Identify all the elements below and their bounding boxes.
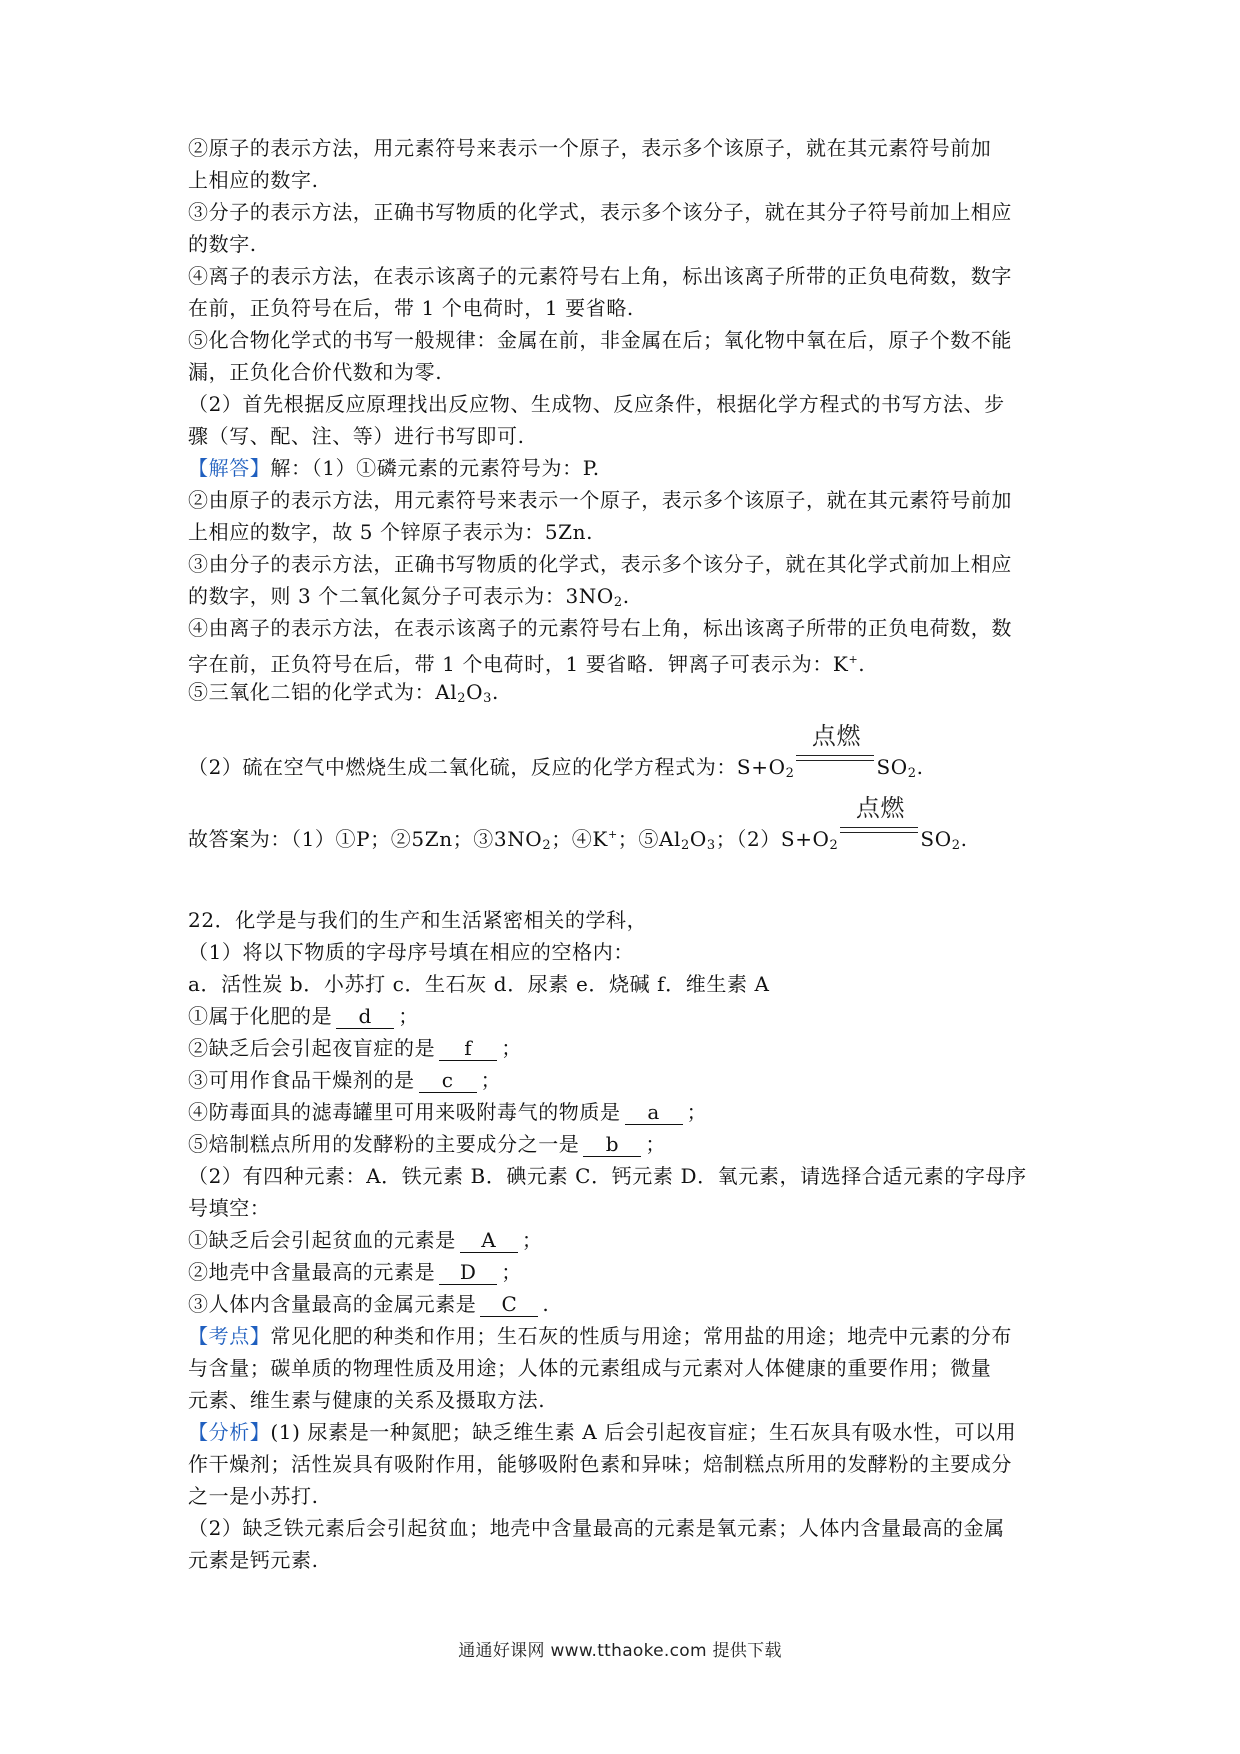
text-span: ②缺乏后会引起夜盲症的是 <box>188 1036 436 1060</box>
superscript: + <box>848 653 859 666</box>
subscript: 2 <box>785 766 795 781</box>
answer-blank: C <box>480 1292 538 1317</box>
answer-tag: 【解答】 <box>188 456 271 480</box>
final-answer-line <box>188 794 1068 862</box>
text-span: ； <box>521 1228 543 1252</box>
answer-blank: d <box>336 1004 394 1029</box>
subscript: 2 <box>681 838 690 853</box>
answer-blank: a <box>625 1100 683 1125</box>
text-line: 与含量；碳单质的物理性质及用途；人体的元素组成与元素对人体健康的重要作用；微量 <box>188 1356 992 1380</box>
text-span: ⑤焙制糕点所用的发酵粉的主要成分之一是 <box>188 1132 580 1156</box>
text-span: ；（2）S+O <box>715 827 830 851</box>
fill-blank-line <box>188 1032 1068 1064</box>
fill-blank-line <box>188 1288 1068 1320</box>
text-line: ②由原子的表示方法，用元素符号来表示一个原子，表示多个该原子，就在其元素符号前加 <box>188 488 1012 512</box>
equals-bar <box>796 760 874 761</box>
answer-blank: b <box>583 1132 641 1157</box>
text-span: ①缺乏后会引起贫血的元素是 <box>188 1228 456 1252</box>
text-span: ；⑤Al <box>617 827 682 851</box>
subscript: 2 <box>613 595 623 610</box>
text-span: . <box>960 827 968 851</box>
text-span: 的数字，则 3 个二氧化氮分子可表示为：3NO <box>188 584 614 608</box>
text-line: （2）首先根据反应原理找出反应物、生成物、反应条件，根据化学方程式的书写方法、步 <box>188 392 1005 416</box>
text-span: ； <box>501 1260 522 1284</box>
text-span: ③人体内含量最高的金属元素是 <box>188 1292 477 1316</box>
subscript: 2 <box>951 838 961 853</box>
text-span: . <box>858 652 866 676</box>
text-span: 解：（1）①磷元素的元素符号为：P. <box>270 456 600 480</box>
text-line: 之一是小苏打. <box>188 1484 319 1508</box>
text-span: . <box>492 680 499 704</box>
text-line <box>188 676 1068 715</box>
answer-heading-line <box>188 452 1068 484</box>
text-span: ⑤三氧化二铝的化学式为：Al <box>188 680 458 704</box>
text-span: O <box>466 680 484 704</box>
page-footer: 通通好课网 www.tthaoke.com 提供下载 <box>458 1641 782 1661</box>
keypoint-tag: 【考点】 <box>188 1324 271 1348</box>
condition-text: 点燃 <box>855 794 906 822</box>
text-line: 元素是钙元素. <box>188 1548 319 1572</box>
analysis-tag: 【分析】 <box>188 1420 271 1444</box>
equation-line <box>188 722 1068 790</box>
equals-bar <box>796 755 874 756</box>
subscript: 3 <box>483 691 492 706</box>
fill-blank-line <box>188 1224 1068 1256</box>
text-line: 的数字. <box>188 232 257 256</box>
text-line: 上相应的数字，故 5 个锌原子表示为：5Zn. <box>188 520 594 544</box>
text-span: ④防毒面具的滤毒罐里可用来吸附毒气的物质是 <box>188 1100 621 1124</box>
text-line: ⑤化合物化学式的书写一般规律：金属在前，非金属在后；氧化物中氧在后，原子个数不能 <box>188 328 1012 352</box>
text-span: 故答案为：（1）①P；②5Zn；③3NO <box>188 827 543 851</box>
fill-blank-line <box>188 1128 1068 1160</box>
options-line: a．活性炭 b．小苏打 c．生石灰 d．尿素 e．烧碱 f．维生素 A <box>188 972 770 996</box>
reaction-condition <box>840 794 918 848</box>
text-line: ③分子的表示方法，正确书写物质的化学式，表示多个该分子，就在其分子符号前加上相应 <box>188 200 1012 224</box>
text-span: （2）硫在空气中燃烧生成二氧化硫，反应的化学方程式为：S+O <box>188 755 786 779</box>
text-span: SO <box>876 755 908 779</box>
subscript: 3 <box>706 838 716 853</box>
text-line: （1）将以下物质的字母序号填在相应的空格内： <box>188 940 634 964</box>
text-span: ； <box>480 1068 502 1092</box>
text-line: ③由分子的表示方法，正确书写物质的化学式，表示多个该分子，就在其化学式前加上相应 <box>188 552 1012 576</box>
text-span: ； <box>501 1036 522 1060</box>
text-span: 字在前，正负符号在后，带 1 个电荷时，1 要省略．钾离子可表示为：K <box>188 652 849 676</box>
fill-blank-line <box>188 1064 1068 1096</box>
text-span: ①属于化肥的是 <box>188 1004 333 1028</box>
text-line <box>188 644 1068 680</box>
equals-bar <box>840 827 918 828</box>
text-line: 元素、维生素与健康的关系及摄取方法. <box>188 1388 546 1412</box>
text-span: ； <box>645 1132 667 1156</box>
question-title: 22．化学是与我们的生产和生活紧密相关的学科， <box>188 908 648 932</box>
fill-blank-line <box>188 1000 1068 1032</box>
subscript: 2 <box>457 691 467 706</box>
subscript: 2 <box>542 838 552 853</box>
fill-blank-line <box>188 1096 1068 1128</box>
keypoint-line <box>188 1320 1068 1352</box>
text-line: 号填空： <box>188 1196 271 1220</box>
text-span: ； <box>686 1100 708 1124</box>
text-span: ②地壳中含量最高的元素是 <box>188 1260 436 1284</box>
text-line: （2）有四种元素：A．铁元素 B．碘元素 C．钙元素 D．氧元素，请选择合适元素的字母序 <box>188 1164 1027 1188</box>
text-span: ；④K <box>551 827 608 851</box>
condition-text: 点燃 <box>811 722 862 750</box>
text-line: 在前，正负符号在后，带 1 个电荷时，1 要省略. <box>188 296 634 320</box>
text-span: O <box>689 827 707 851</box>
answer-blank: c <box>419 1068 477 1093</box>
fill-blank-line <box>188 1256 1068 1288</box>
text-span: (1) 尿素是一种氮肥；缺乏维生素 A 后会引起夜盲症；生石灰具有吸水性，可以用 <box>270 1420 1017 1444</box>
text-line: ④由离子的表示方法，在表示该离子的元素符号右上角，标出该离子所带的正负电荷数，数 <box>188 616 1012 640</box>
analysis-line <box>188 1416 1068 1448</box>
subscript: 2 <box>907 766 917 781</box>
answer-blank: f <box>439 1036 497 1061</box>
text-span: ； <box>398 1004 419 1028</box>
text-line: ②原子的表示方法，用元素符号来表示一个原子，表示多个该原子，就在其元素符号前加 <box>188 136 992 160</box>
answer-blank: A <box>460 1228 518 1253</box>
reaction-condition <box>796 722 874 776</box>
answer-blank: D <box>439 1260 497 1285</box>
text-span: . <box>542 1292 550 1316</box>
text-line: 骤（写、配、注、等）进行书写即可. <box>188 424 525 448</box>
equals-bar <box>840 832 918 833</box>
text-span: SO <box>920 827 952 851</box>
superscript: + <box>607 828 618 841</box>
text-span: 常见化肥的种类和作用；生石灰的性质与用途；常用盐的用途；地壳中元素的分布 <box>270 1324 1013 1348</box>
text-line: （2）缺乏铁元素后会引起贫血；地壳中含量最高的元素是氧元素；人体内含量最高的金属 <box>188 1516 1005 1540</box>
subscript: 2 <box>829 838 839 853</box>
text-line: 作干燥剂；活性炭具有吸附作用，能够吸附色素和异味；焙制糕点所用的发酵粉的主要成分 <box>188 1452 1012 1476</box>
text-span: ③可用作食品干燥剂的是 <box>188 1068 415 1092</box>
text-line: ④离子的表示方法，在表示该离子的元素符号右上角，标出该离子所带的正负电荷数，数字 <box>188 264 1012 288</box>
text-line: 漏，正负化合价代数和为零. <box>188 360 443 384</box>
text-line: 上相应的数字. <box>188 168 319 192</box>
text-span: . <box>916 755 924 779</box>
text-span: . <box>622 584 630 608</box>
